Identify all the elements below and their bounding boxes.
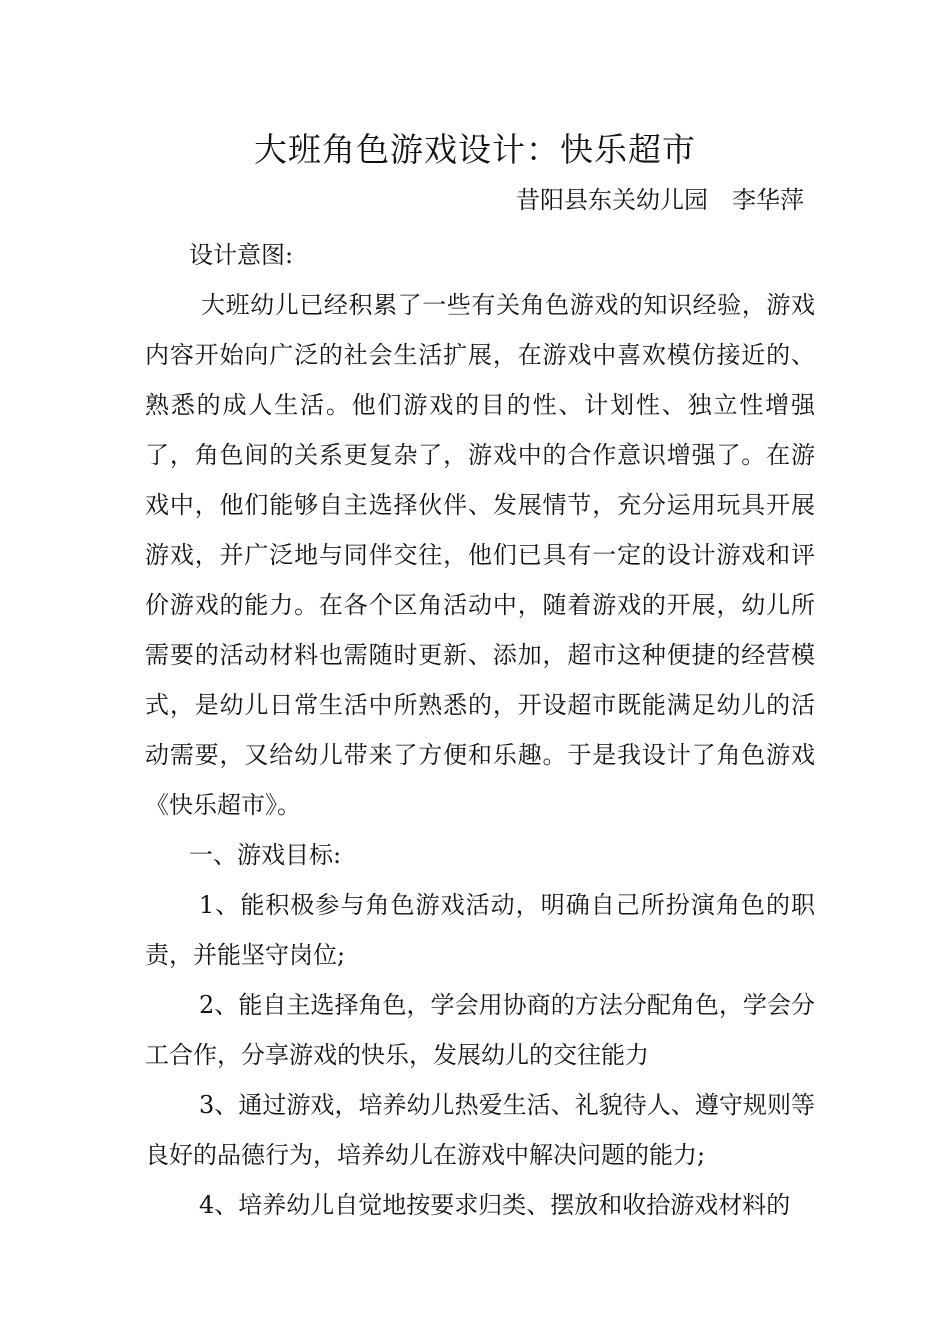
goals-list (145, 880, 815, 1230)
intent-paragraph: 大班幼儿已经积累了一些有关角色游戏的知识经验，游戏内容开始向广泛的社会生活扩展，在游戏中喜欢模仿接近的、熟悉的成人生活。他们游戏的目的性、计划性、独立性增强了，角色间的关系更复杂了，游戏中的合作意识增强了。在游戏中，他们能够自主选择伙伴、发展情节，充分运用玩具开展游戏，并广泛地与同伴交往，他们已具有一定的设计游戏和评价游戏的能力。在各个区角活动中，随着游戏的开展，幼儿所需要的活动材料也需随时更新、添加，超市这种便捷的经营模式，是幼儿日常生活中所熟悉的，开设超市既能满足幼儿的活动需要，又给幼儿带来了方便和乐趣。于是我设计了角色游戏《快乐超市》。 (145, 291, 815, 819)
goals-heading: 一、游戏目标: (189, 841, 342, 869)
document-title: 大班角色游戏设计：快乐超市 (254, 130, 696, 169)
document-body (145, 230, 815, 1230)
goal-item: 2、能自主选择角色，学会用协商的方法分配角色，学会分工合作，分享游戏的快乐，发展幼儿的交往能力 (145, 991, 815, 1069)
goal-item: 1、能积极参与角色游戏活动，明确自己所扮演角色的职责，并能坚守岗位; (145, 891, 815, 969)
goal-item: 4、培养幼儿自觉地按要求归类、摆放和收拾游戏材料的 (199, 1191, 791, 1219)
author-line: 昔阳县东关幼儿园 李华萍 (516, 186, 804, 214)
intent-heading: 设计意图: (189, 241, 294, 269)
goal-item: 3、通过游戏，培养幼儿热爱生活、礼貌待人、遵守规则等良好的品德行为，培养幼儿在游戏中解决问题的能力; (145, 1091, 815, 1169)
